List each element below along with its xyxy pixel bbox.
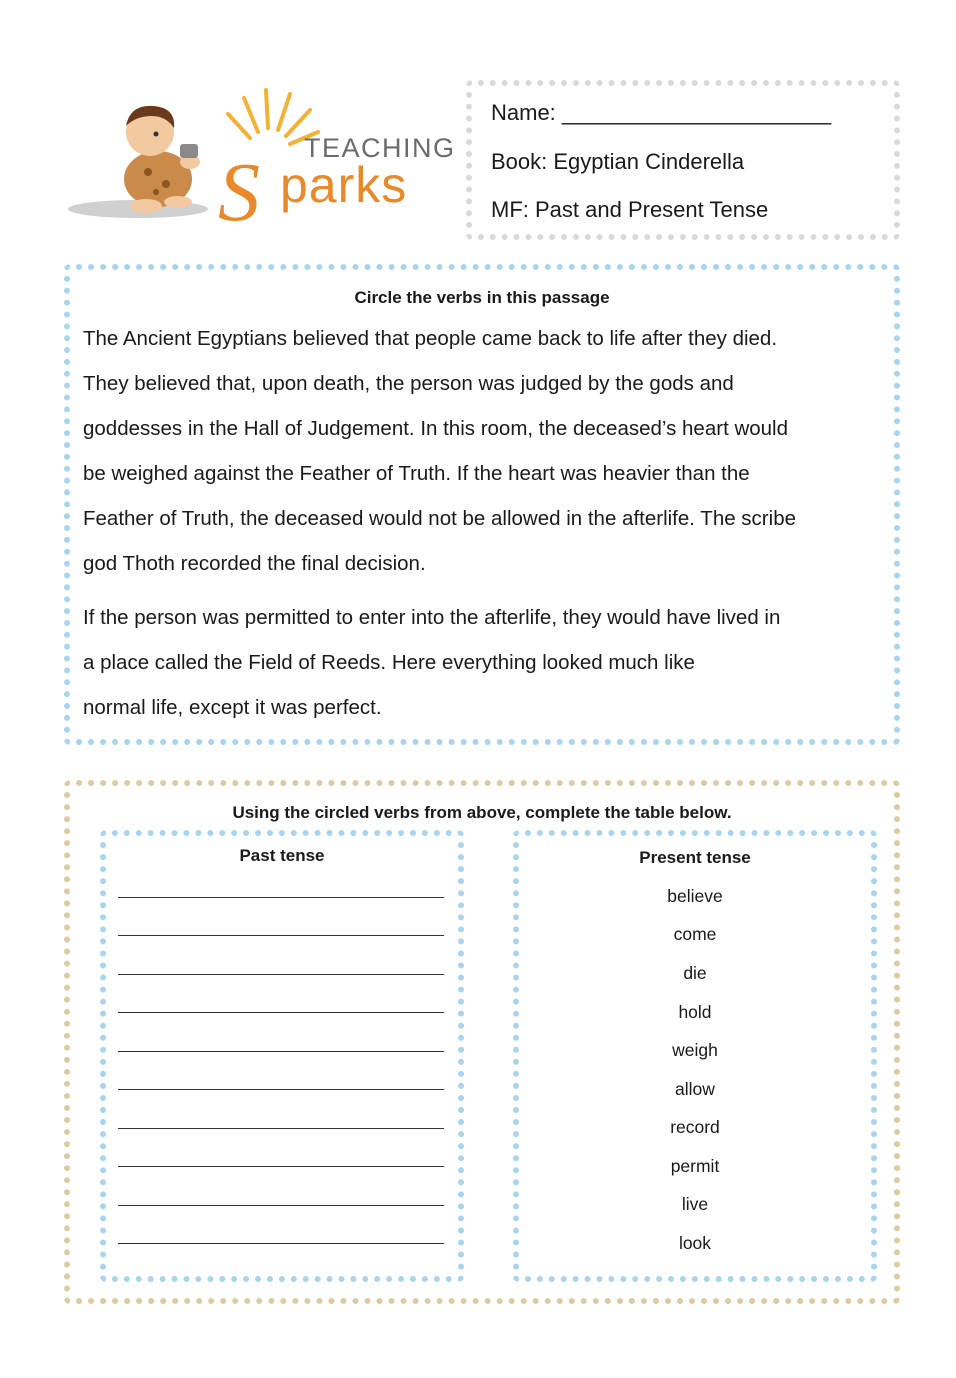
answer-line[interactable] <box>118 1089 444 1090</box>
past-tense-column <box>100 830 464 1282</box>
passage-line: If the person was permitted to enter into the afterlife, they would have lived in <box>83 606 781 629</box>
present-tense-column <box>513 830 877 1282</box>
name-field[interactable]: Name: ______________________ <box>491 100 832 125</box>
passage-line: They believed that, upon death, the person was judged by the gods and <box>83 372 734 395</box>
svg-text:parks: parks <box>280 157 408 213</box>
passage-line: goddesses in the Hall of Judgement. In this room, the deceased’s heart would <box>83 417 789 440</box>
mf-label: MF: Past and Present Tense <box>491 197 769 222</box>
passage-line: be weighed against the Feather of Truth. If the heart was heavier than the <box>83 462 750 485</box>
answer-line[interactable] <box>118 974 444 975</box>
present-verb: hold <box>678 1002 712 1022</box>
answer-line[interactable] <box>118 1166 444 1167</box>
passage-line: Feather of Truth, the deceased would not be allowed in the afterlife. The scribe <box>83 507 796 530</box>
present-verb: record <box>670 1117 720 1137</box>
logo-teaching-text: TEACHING <box>304 133 456 163</box>
student-info-box <box>466 80 900 240</box>
present-verb: come <box>673 924 717 944</box>
passage-line: a place called the Field of Reeds. Here everything looked much like <box>83 651 695 674</box>
verb-table-section <box>64 780 900 1304</box>
present-verb: permit <box>670 1156 720 1176</box>
passage-title: Circle the verbs in this passage <box>354 288 610 307</box>
passage-box <box>64 264 900 745</box>
answer-line[interactable] <box>118 897 444 898</box>
answer-line[interactable] <box>118 1205 444 1206</box>
answer-line[interactable] <box>118 1243 444 1244</box>
passage-line: god Thoth recorded the final decision. <box>83 552 426 575</box>
answer-line[interactable] <box>118 1012 444 1013</box>
present-verb: allow <box>675 1079 715 1099</box>
book-label: Book: Egyptian Cinderella <box>491 149 745 174</box>
present-verb: die <box>683 963 707 983</box>
answer-line[interactable] <box>118 1128 444 1129</box>
table-instructions: Using the circled verbs from above, complete the table below. <box>232 803 732 822</box>
passage-line: normal life, except it was perfect. <box>83 696 382 719</box>
present-verb: weigh <box>672 1040 718 1060</box>
present-tense-header: Present tense <box>639 848 751 867</box>
answer-line[interactable] <box>118 935 444 936</box>
present-verb: look <box>678 1233 712 1253</box>
past-tense-header: Past tense <box>239 846 325 865</box>
present-verb: believe <box>667 886 723 906</box>
answer-line[interactable] <box>118 1051 444 1052</box>
passage-line: The Ancient Egyptians believed that people came back to life after they died. <box>83 327 778 350</box>
svg-text:S: S <box>218 146 260 234</box>
teaching-sparks-logo <box>68 84 456 234</box>
present-verb: live <box>681 1194 709 1214</box>
